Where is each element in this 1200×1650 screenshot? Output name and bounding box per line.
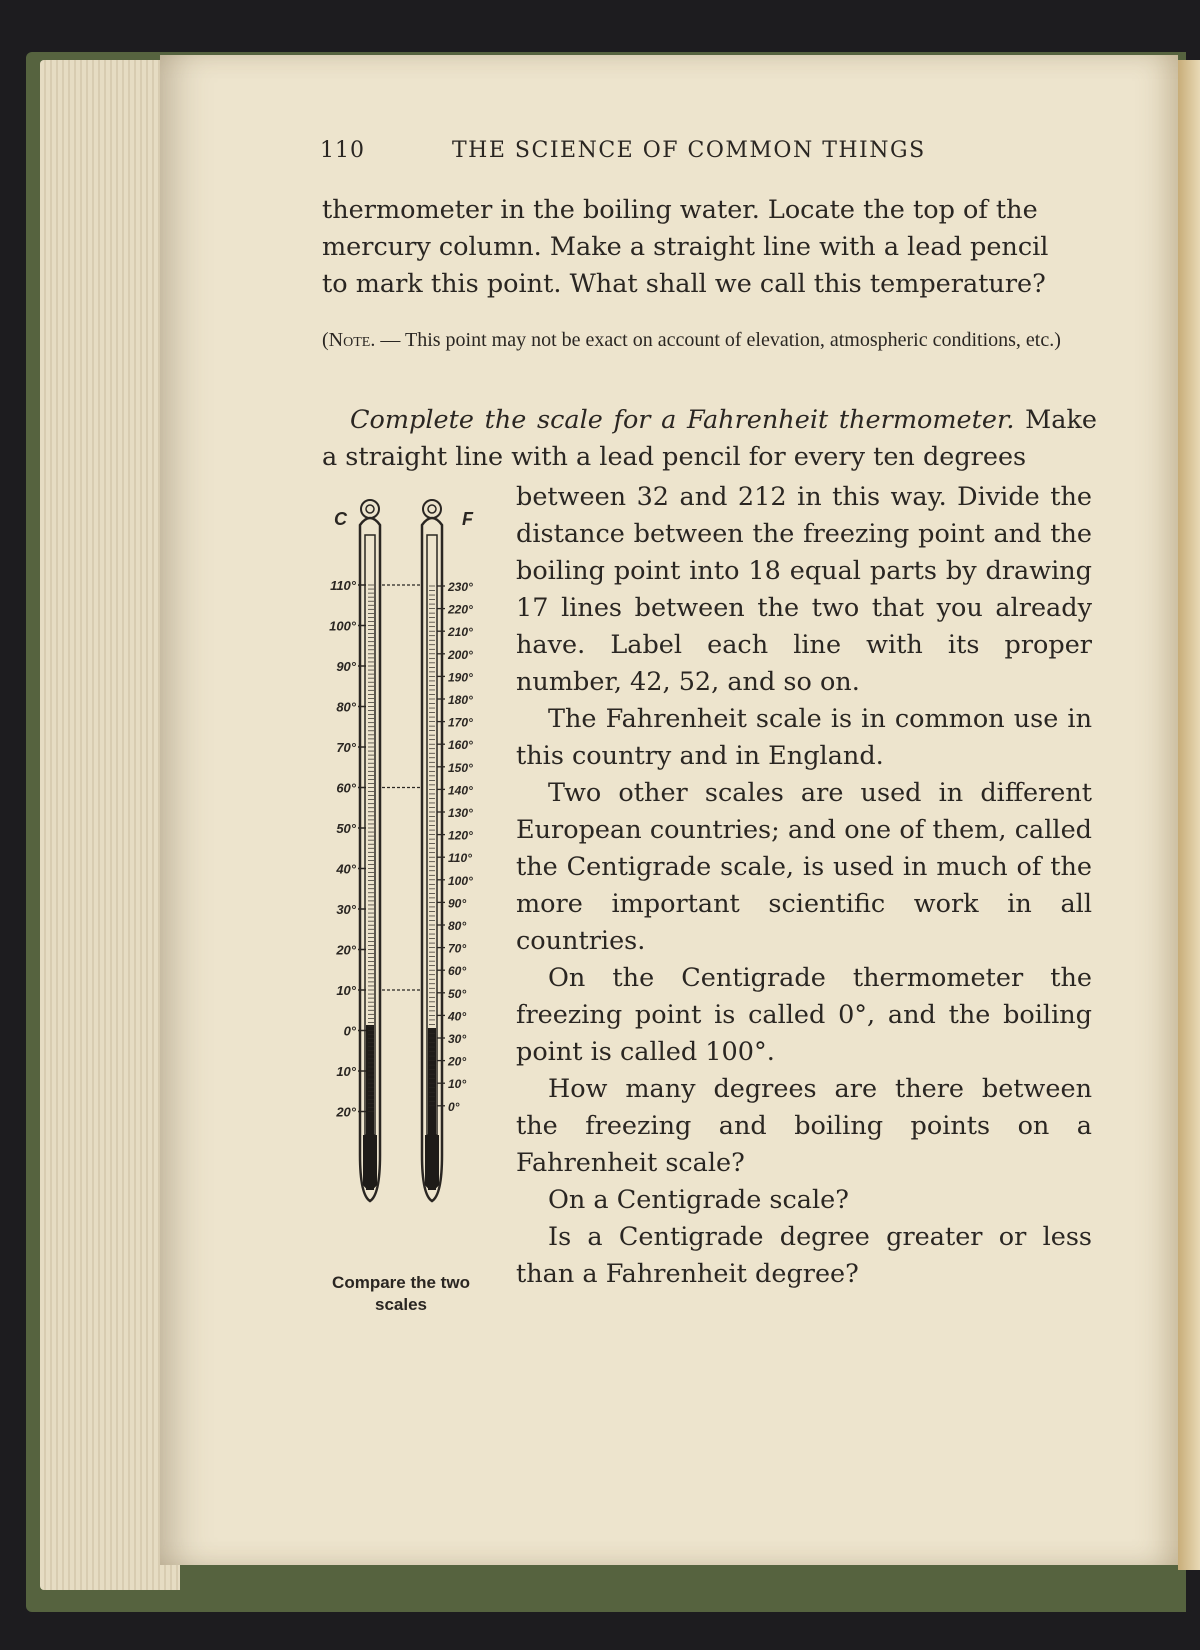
fahrenheit-tick-label: 160° xyxy=(448,738,473,753)
running-title: THE SCIENCE OF COMMON THINGS xyxy=(452,138,926,163)
fahrenheit-tick-label: 40° xyxy=(448,1009,467,1024)
figure-caption xyxy=(306,1272,496,1316)
right-column-text xyxy=(516,479,1092,1293)
fahrenheit-thermometer xyxy=(422,500,442,1201)
celsius-tick-label: 50° xyxy=(336,821,356,836)
note-open: ( xyxy=(322,329,329,351)
paragraph: Is a Centigrade degree greater or less than a Fahrenheit degree? xyxy=(516,1222,1092,1289)
instruction-italic: Complete the scale for a Fahrenheit thermometer. xyxy=(350,405,1015,435)
celsius-tick-label: 30° xyxy=(336,902,356,917)
caption-line: Compare the two xyxy=(332,1273,470,1292)
page-header xyxy=(320,138,980,172)
celsius-tick-label: 20° xyxy=(336,1104,356,1120)
note-paragraph xyxy=(322,326,1097,354)
paragraph: Two other scales are used in different European countries; and one of them, called the Centigrade scale, is used in much of the more important scientific work in all countries. xyxy=(516,778,1092,956)
paragraph-line: thermometer in the boiling water. Locate the top of the xyxy=(322,195,1038,225)
celsius-tick-label: 70° xyxy=(336,740,356,755)
instruction-text: Make a straight line with a lead pencil for every ten degrees xyxy=(322,405,1097,472)
paragraph: The Fahrenheit scale is in common use in this country and in England. xyxy=(516,704,1092,771)
fahrenheit-tick-label: 220° xyxy=(448,602,473,617)
fahrenheit-tick-label: 170° xyxy=(448,715,473,730)
instruction-paragraph xyxy=(322,402,1097,476)
celsius-tick-label: 80° xyxy=(336,699,356,715)
celsius-tick-label: 10° xyxy=(336,1064,356,1079)
fahrenheit-tick-label: 100° xyxy=(448,873,473,888)
fahrenheit-tick-label: 90° xyxy=(448,896,467,911)
fahrenheit-tick-label: 60° xyxy=(448,964,467,979)
celsius-tick-label: 90° xyxy=(336,659,356,674)
page-edges xyxy=(40,60,180,1590)
fahrenheit-tick-label: 20° xyxy=(448,1054,467,1069)
caption-line: scales xyxy=(375,1295,427,1314)
celsius-tick-label: 10° xyxy=(336,983,356,998)
fahrenheit-tick-label: 120° xyxy=(448,828,473,843)
page-number: 110 xyxy=(320,138,365,163)
fahrenheit-label: F xyxy=(462,509,473,529)
paragraph-line: mercury column. Make a straight line with a lead pencil xyxy=(322,232,1049,262)
fahrenheit-tick-label: 210° xyxy=(448,625,473,640)
facing-page-edge xyxy=(1178,60,1200,1570)
celsius-tick-label: 40° xyxy=(336,861,356,877)
fahrenheit-tick-label: 30° xyxy=(448,1032,467,1046)
paragraph: between 32 and 212 in this way. Divide the distance between the freezing point and the boiling point into 18 equal parts by drawing 17 lines between the two that you already have. Label each line with its proper number, 42, 52, and so on. xyxy=(516,482,1092,697)
fahrenheit-tick-label: 150° xyxy=(448,760,473,775)
thermometer-comparison-figure xyxy=(316,495,496,1255)
celsius-tick-label: 60° xyxy=(336,780,356,796)
fahrenheit-tick-label: 130° xyxy=(448,806,473,820)
fahrenheit-tick-label: 110° xyxy=(448,851,472,866)
fahrenheit-tick-label: 50° xyxy=(448,986,467,1001)
celsius-tick-label: 100° xyxy=(329,618,356,634)
note-label: Note. xyxy=(328,329,376,351)
comparison-dash-lines xyxy=(382,585,422,990)
fahrenheit-tick-label: 140° xyxy=(448,783,473,798)
celsius-tick-label: 0° xyxy=(343,1023,356,1039)
celsius-label: C xyxy=(334,509,347,529)
paragraph: On a Centigrade scale? xyxy=(548,1185,849,1215)
fahrenheit-tick-label: 180° xyxy=(448,693,473,707)
fahrenheit-tick-label: 70° xyxy=(448,941,467,956)
fahrenheit-tick-label: 10° xyxy=(448,1077,467,1092)
celsius-tick-label: 20° xyxy=(336,942,356,958)
fahrenheit-tick-label: 0° xyxy=(448,1099,460,1114)
fahrenheit-tick-label: 190° xyxy=(448,670,473,685)
paragraph-line: to mark this point. What shall we call this temperature? xyxy=(322,269,1046,299)
fahrenheit-tick-label: 230° xyxy=(448,580,473,594)
fahrenheit-tick-label: 80° xyxy=(448,919,467,933)
paragraph: How many degrees are there between the freezing and boiling points on a Fahrenheit scale? xyxy=(516,1074,1092,1178)
paragraph: On the Centigrade thermometer the freezing point is called 0°, and the boiling point is called 100°. xyxy=(516,963,1092,1067)
celsius-tick-label: 110° xyxy=(330,578,356,593)
note-text: — This point may not be exact on account of elevation, atmospheric conditions, etc.) xyxy=(375,329,1061,351)
fahrenheit-tick-label: 200° xyxy=(448,647,473,662)
